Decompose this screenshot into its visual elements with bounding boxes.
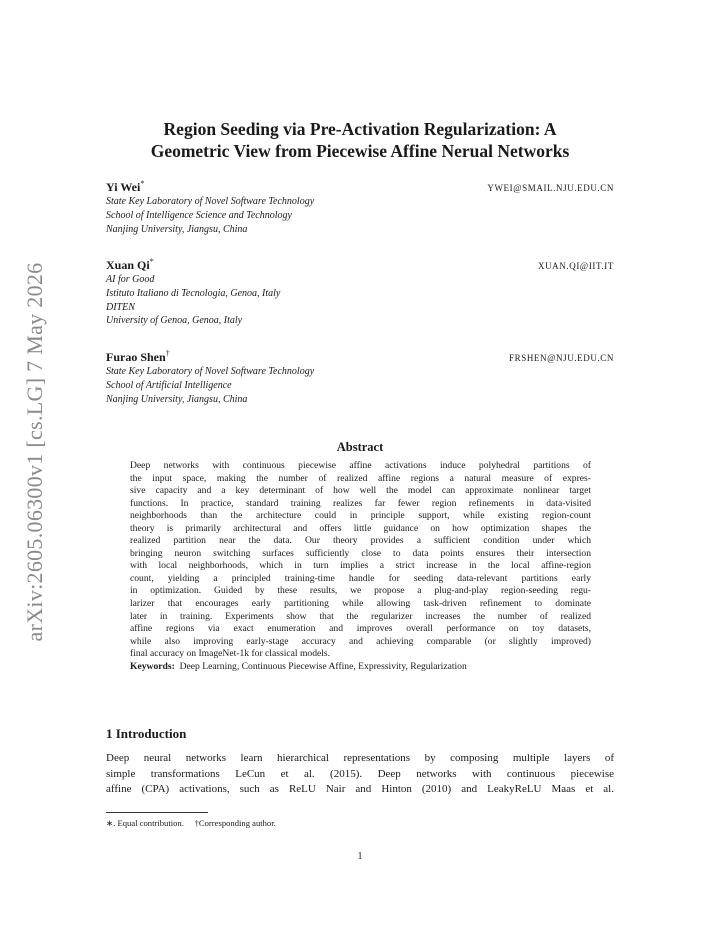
section-heading-introduction: 1 Introduction bbox=[106, 726, 187, 741]
abstract-line: bringing neuron switching surfaces sufficiently close to data points ensures their intersection bbox=[130, 547, 591, 559]
affiliation-line: Nanjing University, Jiangsu, China bbox=[106, 393, 248, 405]
author-block-3 bbox=[106, 349, 614, 406]
affiliation-line: State Key Laboratory of Novel Software Technology bbox=[106, 196, 315, 207]
footnote-equal-contribution: ∗. Equal contribution. bbox=[106, 818, 184, 828]
affiliation-line: State Key Laboratory of Novel Software Technology bbox=[106, 366, 315, 377]
affiliation-line: Nanjing University, Jiangsu, China bbox=[106, 223, 248, 235]
author-block-2 bbox=[106, 257, 614, 328]
author-name: Yi Wei* bbox=[106, 179, 145, 194]
title-line: Region Seeding via Pre-Activation Regularization: A bbox=[163, 119, 557, 139]
abstract-line: neighborhoods than the architecture could in principle support, while existing region-count bbox=[130, 510, 591, 522]
author-email: FRSHEN@NJU.EDU.CN bbox=[509, 353, 614, 363]
abstract-line: later in training. Experiments show that the regularizer increases the number of realized bbox=[130, 610, 591, 622]
title-line: Geometric View from Piecewise Affine Nerual Networks bbox=[150, 141, 570, 161]
abstract-line: count, yielding a principled training-time handle for seeding data-relevant partitions early bbox=[130, 572, 591, 584]
abstract-line: Deep networks with continuous piecewise affine activations induce polyhedral partitions of bbox=[130, 460, 591, 471]
affiliation-line: AI for Good bbox=[106, 274, 155, 285]
abstract-body bbox=[130, 460, 591, 661]
affiliation-line: School of Intelligence Science and Technology bbox=[106, 209, 292, 221]
footnote-corresponding-author: †Corresponding author. bbox=[194, 818, 276, 828]
arxiv-stamp bbox=[18, 262, 52, 642]
equal-contribution-mark: * bbox=[149, 257, 154, 266]
arxiv-stamp-text: arXiv:2605.06300v1 [cs.LG] 7 May 2026 bbox=[22, 262, 47, 642]
abstract-line: with local neighborhoods, which in turn implies a strict increase in the local affine-region bbox=[130, 560, 591, 572]
author-name: Furao Shen† bbox=[106, 349, 170, 364]
corresponding-author-mark: † bbox=[165, 349, 170, 358]
equal-contribution-mark: * bbox=[140, 179, 145, 188]
abstract-line: final accuracy on ImageNet-1k for classical models. bbox=[130, 648, 331, 660]
introduction-line: Deep neural networks learn hierarchical representations by composing multiple layers of bbox=[106, 752, 614, 764]
footnote-rule bbox=[106, 812, 208, 813]
abstract-line: theory is primarily architectural and offers little guidance on how optimization shapes the bbox=[130, 522, 591, 534]
paper-title bbox=[106, 118, 614, 162]
abstract-line: functions. In practice, standard training realizes far fewer region refinements in data-visited bbox=[130, 497, 591, 509]
abstract-line: affine regions via exact enumeration and improves overall performance on toy datasets, bbox=[130, 623, 591, 635]
abstract-line: realized partition near the data. Our theory provides a sufficient condition under which bbox=[130, 535, 591, 547]
affiliation-line: DITEN bbox=[106, 301, 135, 313]
author-name: Xuan Qi* bbox=[106, 257, 154, 272]
author-email: YWEI@SMAIL.NJU.EDU.CN bbox=[487, 183, 614, 193]
author-email: XUAN.QI@IIT.IT bbox=[537, 261, 614, 271]
author-block-1 bbox=[106, 179, 614, 236]
abstract-line: sive capacity and a key determinant of how well the model can approximate nonlinear target bbox=[130, 485, 591, 497]
keywords-text: Deep Learning, Continuous Piecewise Affine, Expressivity, Regularization bbox=[179, 661, 467, 672]
introduction-body bbox=[106, 751, 614, 798]
affiliation-line: School of Artificial Intelligence bbox=[106, 379, 232, 391]
abstract-heading: Abstract bbox=[336, 440, 384, 454]
keywords bbox=[130, 661, 600, 672]
introduction-line: affine (CPA) activations, such as ReLU Nair and Hinton (2010) and LeakyReLU Maas et al. bbox=[106, 783, 614, 795]
page-number: 1 bbox=[357, 851, 363, 862]
abstract-line: larizer that encourages early partitioning while allowing task-driven refinement to dominate bbox=[130, 598, 591, 610]
keywords-label: Keywords: bbox=[130, 661, 175, 672]
affiliation-line: Istituto Italiano di Tecnologia, Genoa, Italy bbox=[106, 287, 281, 299]
affiliation-line: University of Genoa, Genoa, Italy bbox=[106, 315, 243, 327]
footnote bbox=[106, 818, 276, 829]
introduction-line: simple transformations LeCun et al. (2015). Deep networks with continuous piecewise bbox=[106, 767, 614, 780]
abstract-line: the input space, making the number of realized affine regions a natural measure of expres- bbox=[130, 472, 591, 484]
abstract-line: while also improving early-stage accuracy and achieving comparable (or slightly improved) bbox=[130, 635, 591, 647]
abstract-line: in optimization. Guided by these results, we propose a plug-and-play region-seeding regu- bbox=[130, 585, 591, 597]
